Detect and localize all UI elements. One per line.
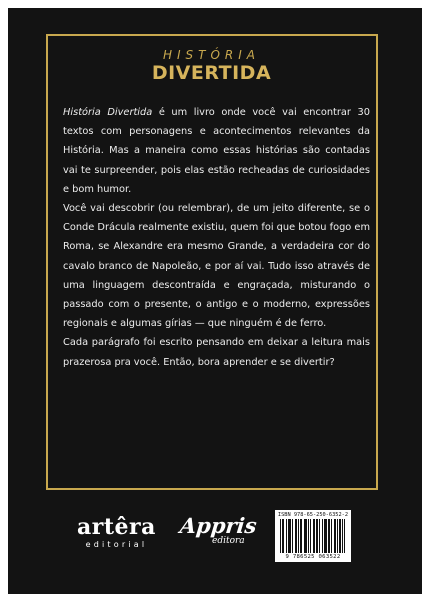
barcode-bar <box>296 519 297 553</box>
barcode-bar <box>317 519 318 553</box>
barcode-bar <box>306 519 307 553</box>
barcode-bar <box>344 519 345 553</box>
barcode-bar <box>329 519 330 553</box>
blurb-paragraph-1-text: é um livro onde você vai encontrar 30 textos com personagens e acontecimentos relevantes da História. Mas a maneira como essas histórias são contadas vai te surpreender, pois elas estão recheadas de curiosidades e bom humor. <box>63 107 370 195</box>
barcode-bar <box>286 519 287 553</box>
barcode-bar <box>325 519 326 553</box>
appris-logo <box>180 514 257 546</box>
barcode-bar <box>280 519 281 553</box>
artera-logo <box>77 516 156 550</box>
publisher-logos <box>0 508 423 568</box>
book-title-italic: História Divertida <box>63 107 153 118</box>
barcode-bar <box>305 519 306 553</box>
barcode-bar <box>314 519 315 553</box>
title-main: DIVERTIDA <box>151 62 272 84</box>
barcode-digits: 9 786525 063522 <box>285 554 341 560</box>
isbn-label: ISBN 978-65-250-6352-2 <box>277 512 349 518</box>
barcode-bar <box>335 519 336 553</box>
title-top: HISTÓRIA <box>162 48 261 62</box>
barcode-bar <box>313 519 314 553</box>
barcode-bar <box>328 519 329 553</box>
barcode-bar <box>322 519 323 553</box>
isbn-barcode <box>275 510 351 562</box>
barcode-bar <box>288 519 289 553</box>
barcode-bar <box>298 519 299 553</box>
barcode-bar <box>339 519 340 553</box>
barcode-bar <box>334 519 335 553</box>
barcode-bar <box>304 519 305 553</box>
barcode-bar <box>301 519 302 553</box>
barcode-bar <box>331 519 332 553</box>
barcode-bars <box>280 519 346 553</box>
artera-subtitle: editorial <box>85 540 148 549</box>
barcode-bar <box>310 519 311 553</box>
appris-subtitle: editora <box>212 536 245 546</box>
blurb-paragraph-1 <box>63 103 370 199</box>
barcode-bar <box>308 519 309 553</box>
barcode-bar <box>290 519 291 553</box>
barcode-bar <box>326 519 327 553</box>
barcode-bar <box>319 519 320 553</box>
appris-wordmark: Appris <box>178 513 258 538</box>
barcode-bar <box>292 519 293 553</box>
blurb-paragraph-2: Você vai descobrir (ou relembrar), de um jeito diferente, se o Conde Drácula realmente existiu, quem foi que botou fogo em Roma, se Alexandre era mesmo Grande, a verdadeira cor do cavalo branco de Napoleão, e por aí vai. Tudo isso através de uma linguagem descontraída e engraçada, misturando o passado com o presente, o antigo e o moderno, expressões regionais e algumas gírias — que ninguém é de ferro. <box>63 203 370 330</box>
artera-wordmark: artêra <box>77 514 156 540</box>
blurb-paragraph-3: Cada parágrafo foi escrito pensando em deixar a leitura mais prazerosa pra você. Então, bora aprender e se divertir? <box>63 337 370 368</box>
blurb-text <box>63 103 370 372</box>
barcode-bar <box>300 519 301 553</box>
barcode-bar <box>340 519 341 553</box>
barcode-bar <box>282 519 283 553</box>
barcode-bar <box>283 519 284 553</box>
barcode-bar <box>342 519 343 553</box>
barcode-bar <box>289 519 290 553</box>
barcode-bar <box>324 519 325 553</box>
barcode-bar <box>316 519 317 553</box>
barcode-bar <box>337 519 338 553</box>
barcode-bar <box>295 519 296 553</box>
